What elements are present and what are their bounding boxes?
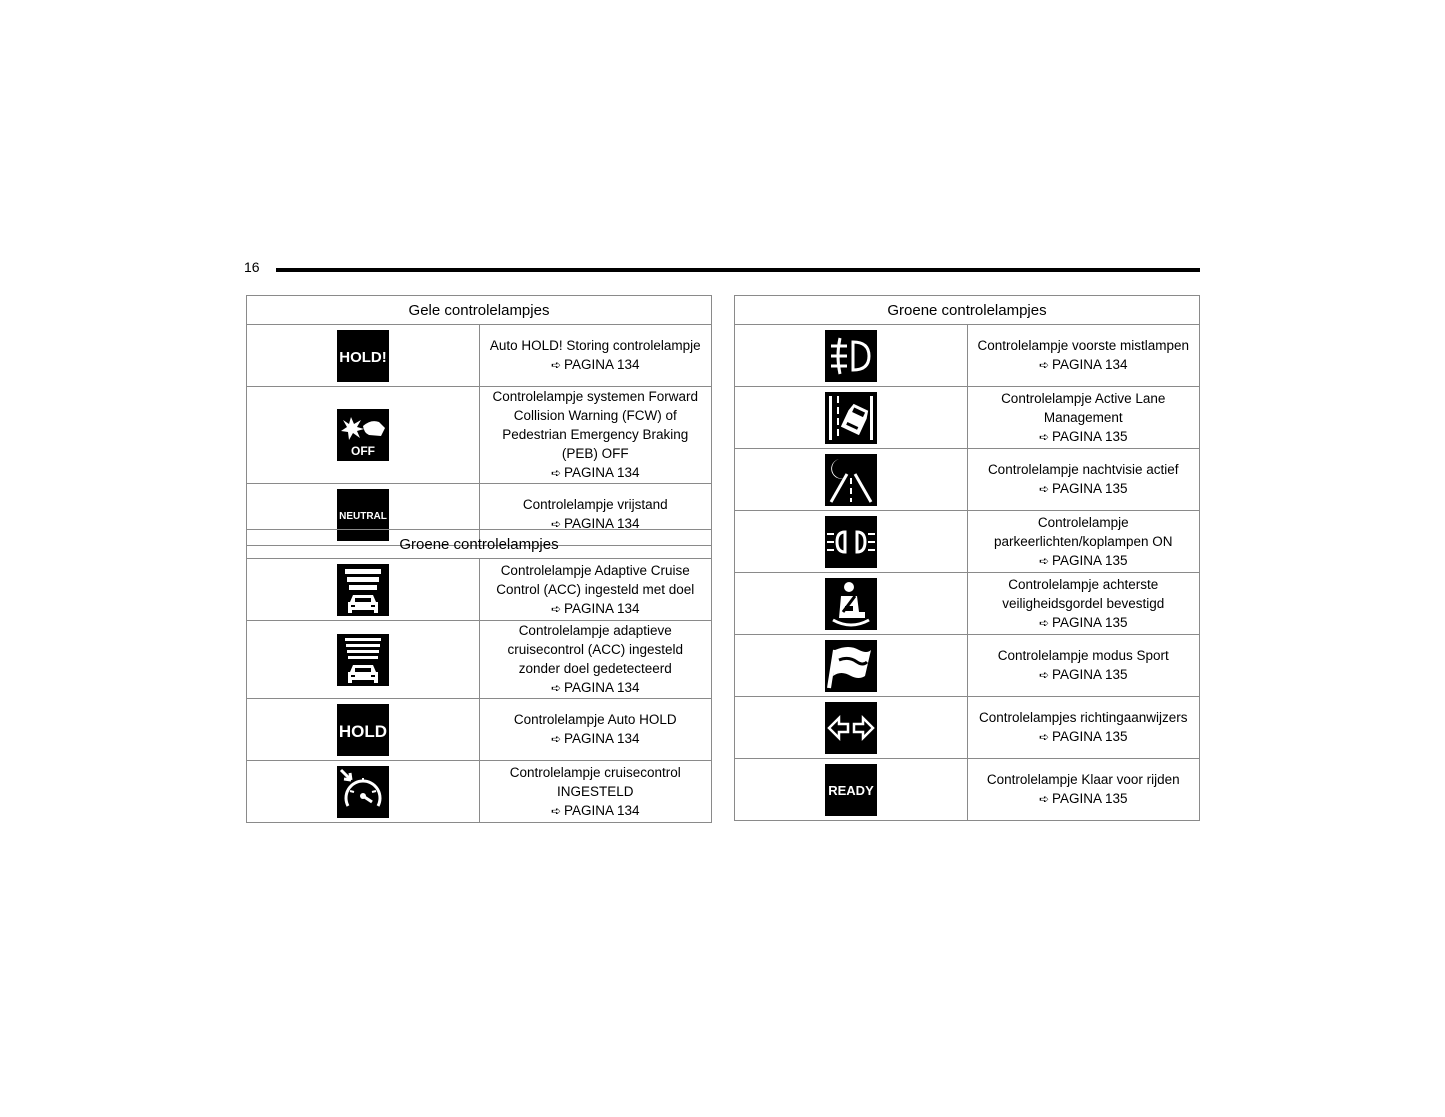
reference-arrow-icon: ➪ [550,601,561,616]
neutral-icon-label: NEUTRAL [338,510,387,522]
reference-arrow-icon: ➪ [1038,792,1049,806]
lamp-description: Controlelampjes richtingaanwijzers [978,710,1188,725]
lamp-description: Controlelampje vrijstand [522,497,668,512]
table-row [247,699,712,761]
night-vision-icon [825,454,877,506]
reference-arrow-icon: ➪ [1038,429,1049,444]
fcw-peb-off-icon [337,409,389,461]
table-row [735,325,1200,387]
table-row [247,387,712,484]
page-reference: ➪ PAGINA 134 [550,357,640,372]
table-row [247,559,712,621]
hold-warning-icon [337,330,389,382]
acc-no-target-icon [337,634,389,686]
table-row [735,449,1200,511]
page-reference: ➪ PAGINA 134 [550,802,640,818]
lamp-description: Controlelampje Active Lane Management [1001,390,1166,425]
lamp-description: Controlelampje parkeerlichten/koplampen ON [993,514,1173,549]
seatbelt-icon [825,578,877,630]
green-indicators-table-left [246,529,712,823]
page-reference: ➪ PAGINA 135 [1038,481,1128,496]
table-title: Groene controlelampjes [735,296,1200,325]
lamp-description: Controlelampje nachtvisie actief [987,462,1179,477]
lamp-description: Controlelampje Adaptive Cruise Control (ACC) ingesteld met doel [496,562,695,597]
page-reference: ➪ PAGINA 135 [1038,614,1128,630]
page-number: 16 [244,259,260,275]
active-lane-icon [825,392,877,444]
table-row [247,621,712,699]
reference-arrow-icon: ➪ [550,732,561,746]
page-reference: ➪ PAGINA 134 [550,516,640,531]
page-reference: ➪ PAGINA 135 [1038,667,1128,682]
lamp-description: Auto HOLD! Storing controlelampje [489,338,701,353]
page-reference: ➪ PAGINA 135 [1038,552,1128,568]
yellow-indicators-table [246,295,712,546]
reference-arrow-icon: ➪ [1038,730,1049,744]
page-reference: ➪ PAGINA 134 [550,680,640,695]
reference-arrow-icon: ➪ [1038,668,1049,682]
reference-arrow-icon: ➪ [1038,615,1049,630]
page-reference: ➪ PAGINA 135 [1038,791,1128,806]
parking-lights-icon [825,516,877,568]
page-reference: ➪ PAGINA 134 [550,465,640,480]
lamp-description: Controlelampje voorste mistlampen [977,338,1190,353]
reference-arrow-icon: ➪ [1038,553,1049,568]
lamp-description: Controlelampje Auto HOLD [513,712,677,727]
hold-icon-label: HOLD [338,721,387,741]
reference-arrow-icon: ➪ [1038,482,1049,496]
off-label: OFF [350,444,375,458]
page-reference: ➪ PAGINA 134 [550,731,640,746]
lamp-description: Controlelampje achterste veiligheidsgordel bevestigd [1002,576,1165,611]
reference-arrow-icon: ➪ [550,466,561,480]
reference-arrow-icon: ➪ [550,803,561,818]
lamp-description: Controlelampje modus Sport [997,648,1169,663]
sport-mode-icon [825,640,877,692]
table-row [735,635,1200,697]
table-row [247,761,712,823]
table-row [735,511,1200,573]
lamp-description: Controlelampje Klaar voor rijden [986,772,1180,787]
turn-signals-icon [825,702,877,754]
hold-warning-icon-label: HOLD! [339,348,387,366]
page-reference: ➪ PAGINA 135 [1038,729,1128,744]
page-reference: ➪ PAGINA 135 [1038,428,1128,444]
cruise-control-icon [337,766,389,818]
lamp-description: Controlelampje adaptieve cruisecontrol (ACC) ingesteld zonder doel gedetecteerd [507,623,684,676]
table-row [735,697,1200,759]
page-reference: ➪ PAGINA 134 [1038,357,1128,372]
acc-target-icon [337,564,389,616]
front-fog-lamp-icon [825,330,877,382]
lamp-description: Controlelampje systemen Forward Collision Warning (FCW) of Pedestrian Emergency Braking (PEB) OFF [492,389,699,461]
reference-arrow-icon: ➪ [550,681,561,695]
page-reference: ➪ PAGINA 134 [550,600,640,616]
header-rule [276,268,1200,272]
reference-arrow-icon: ➪ [1038,358,1049,372]
hold-icon [337,704,389,756]
table-row [735,387,1200,449]
lamp-description: Controlelampje cruisecontrol INGESTELD [509,764,681,799]
table-row [735,759,1200,821]
table-row [735,573,1200,635]
table-row [247,325,712,387]
ready-icon [825,764,877,816]
table-title: Gele controlelampjes [247,296,712,325]
table-title: Groene controlelampjes [247,530,712,559]
reference-arrow-icon: ➪ [550,358,561,372]
reference-arrow-icon: ➪ [550,517,561,531]
ready-icon-label: READY [827,782,874,798]
green-indicators-table-right [734,295,1200,821]
